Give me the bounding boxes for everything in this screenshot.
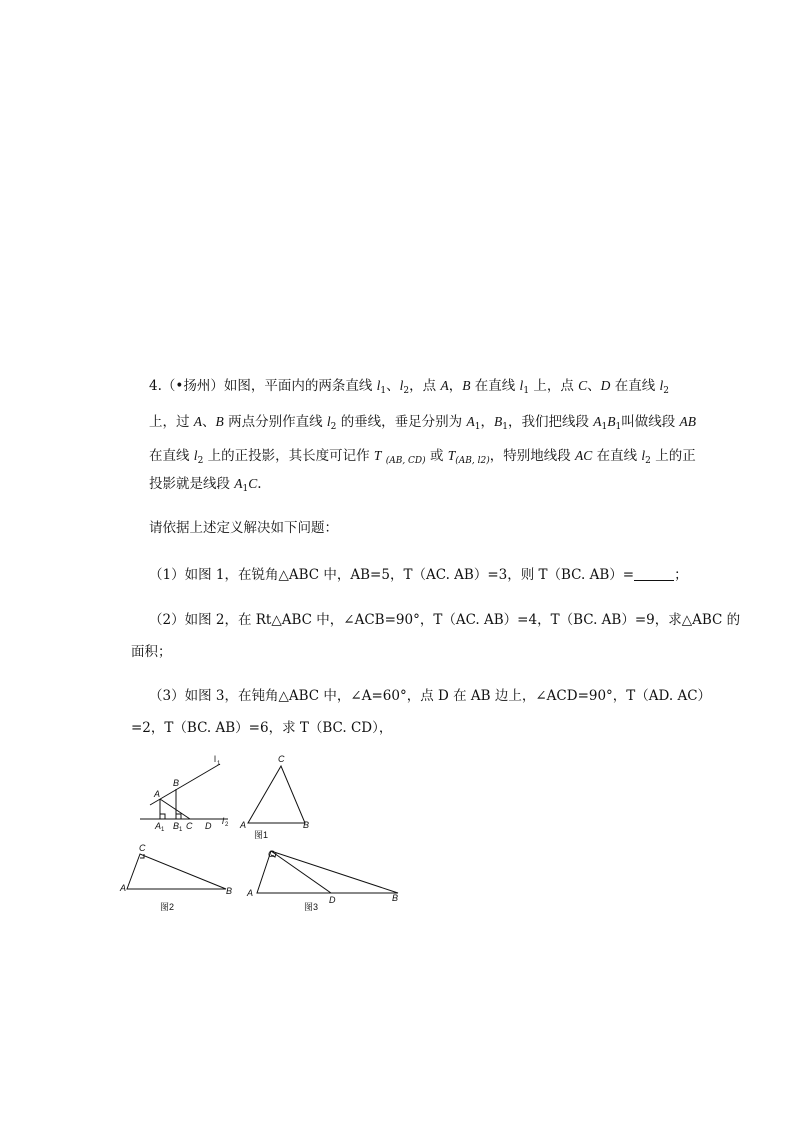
svg-text:1: 1 (179, 827, 183, 833)
problem-line2: 上，过 A、B 两点分别作直线 $l_2$ 的垂线，垂足分别为 $A_1$，$B_1$，我们把线段 $A_1B_1$叫做线段 AB (149, 414, 697, 432)
svg-text:l: l (222, 816, 224, 826)
svg-text:B: B (173, 778, 180, 788)
fig1-triangle (248, 766, 305, 823)
svg-text:1: 1 (217, 761, 221, 767)
svg-text:A: A (247, 888, 254, 898)
svg-text:2: 2 (225, 822, 229, 828)
label-l1: l (214, 754, 216, 764)
fig2-caption: 图2 (160, 902, 175, 912)
fig3-triangle (257, 851, 398, 893)
problem-line3: 在直线 $l_2$ 上的正投影，其长度可记作 T $_{(AB, CD)}$ 或 $T_{(AB, l2)}$，特别地线段 AC 在直线 $l_2$ 上的正 (149, 448, 696, 466)
svg-text:C: C (268, 849, 275, 859)
question-1: （1）如图 1，在锐角△ABC 中，AB=5，T（AC. AB）=3，则 T（BC. AB）= ； (149, 567, 688, 583)
question-3-line1: （3）如图 3，在钝角△ABC 中，∠A=60°，点 D 在 AB 边上，∠ACD=90°，T（AD. AC） (149, 688, 712, 704)
problem-source: （•扬州） (161, 378, 224, 394)
svg-text:A: A (154, 789, 161, 799)
question-3-line2: =2，T（BC. AB）=6，求 T（BC. CD）， (131, 720, 393, 736)
svg-text:A: A (120, 883, 127, 893)
svg-text:D: D (205, 821, 212, 831)
svg-text:A: A (240, 820, 247, 830)
problem-line4: 投影就是线段 $A_1C$. (149, 476, 262, 494)
svg-text:B: B (226, 886, 233, 896)
fig3-caption: 图3 (304, 902, 319, 912)
svg-text:B: B (303, 820, 310, 830)
svg-text:B: B (392, 893, 399, 903)
instruction: 请依据上述定义解决如下问题： (149, 520, 338, 536)
svg-text:C: C (186, 821, 193, 831)
svg-text:C: C (278, 754, 285, 764)
svg-text:B: B (173, 821, 180, 831)
svg-text:1: 1 (161, 827, 165, 833)
problem-paragraph: 4.（•扬州）如图，平面内的两条直线 $l_1$、$l_2$，点 A，B 在直线 $l_1$ 上，点 C、D 在直线 $l_2$ (149, 378, 669, 396)
svg-text:A: A (155, 821, 162, 831)
fig1-caption: 图1 (254, 830, 269, 840)
problem-number: 4. (149, 378, 162, 394)
question-2-line2: 面积； (131, 644, 172, 660)
fig2-triangle (127, 854, 226, 889)
question-2-line1: （2）如图 2，在 Rt△ABC 中，∠ACB=90°，T（AC. AB）=4，T（BC. AB）=9，求△ABC 的 (149, 612, 741, 628)
svg-text:D: D (329, 895, 336, 905)
svg-text:C: C (139, 843, 146, 853)
text-line1: 如图，平面内的两条直线 (223, 378, 373, 394)
